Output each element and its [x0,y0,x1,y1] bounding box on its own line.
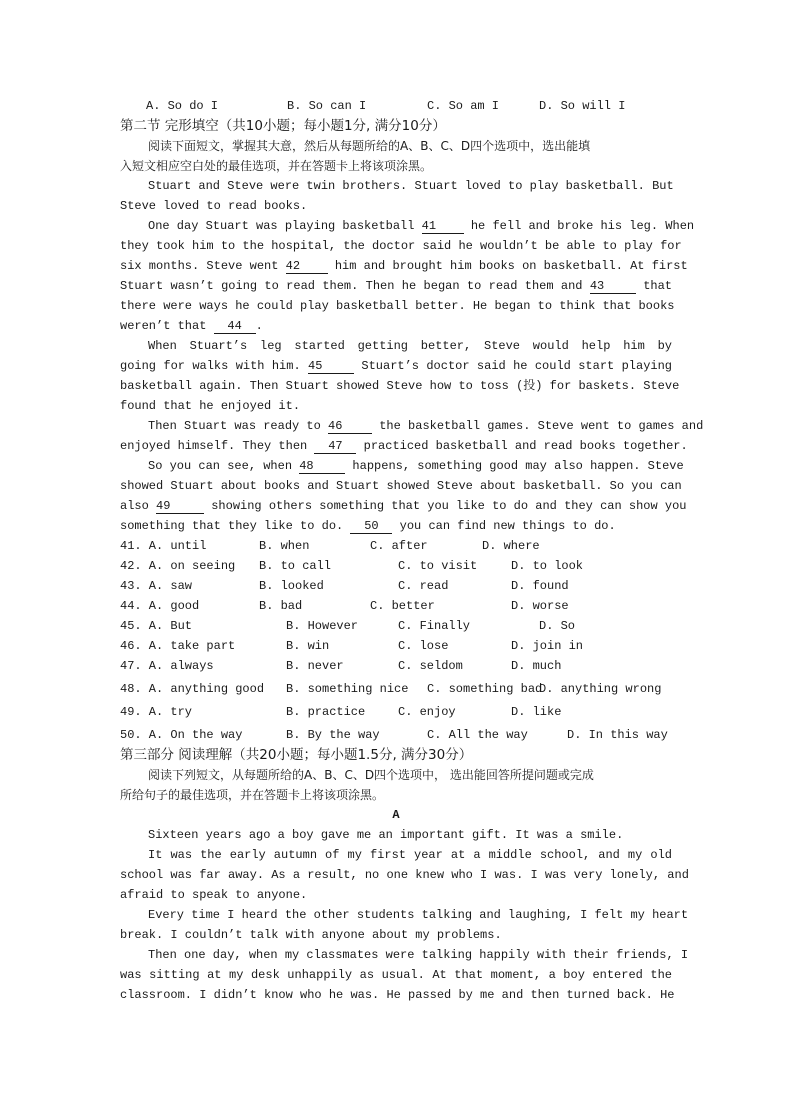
prev-question-options [146,96,672,116]
options-48: 48. A. anything good B. something nice C. something bad D. anything wrong [120,682,662,696]
cloze-p2-line6: weren’t that 44 . [120,319,263,333]
passage-line-8: was sitting at my desk unhappily as usual. At that moment, a boy entered the [120,968,672,982]
passage-line-4: afraid to speak to anyone. [120,888,308,902]
blank-43: 43 [590,279,636,294]
blank-42: 42 [286,259,328,274]
options-45: 45. A. But B. However C. Finally D. So [120,619,576,633]
passage-line-3: school was far away. As a result, no one knew who I was. I was very lonely, and [120,868,689,882]
options-47: 47. A. always B. never C. seldom D. much [120,659,562,673]
passage-line-9: classroom. I didn’t know who he was. He passed by me and then turned back. He [120,988,675,1002]
cloze-p2-line5: there were ways he could play basketball better. He began to think that books [120,299,675,313]
option-a: A. So do I [146,99,219,113]
blank-41: 41 [422,219,464,234]
cloze-p2-line1: One day Stuart was playing basketball 41 he fell and broke his leg. When [148,219,695,233]
cloze-p2-line3: six months. Steve went 42 him and brought him books on basketball. At first [120,259,688,273]
passage-label: A [392,808,400,822]
blank-50: 50 [350,519,392,534]
cloze-p5-line2: showed Stuart about books and Stuart showed Steve about basketball. So you can [120,479,682,493]
option-b: B. So can I [287,99,367,113]
section3-title: 第三部分 阅读理解（共20小题；每小题1.5分, 满分30分） [120,747,473,763]
blank-45: 45 [308,359,354,374]
cloze-p4-line1: Then Stuart was ready to 46 the basketball games. Steve went to games and [148,419,704,433]
options-50: 50. A. On the way B. By the way C. All the way D. In this way [120,728,668,742]
cloze-p3-line1: When Stuart’s leg started getting better, Steve would help him by [148,339,672,353]
passage-line-6: break. I couldn’t talk with anyone about my problems. [120,928,502,942]
cloze-p4-line2: enjoyed himself. They then 47 practiced basketball and read books together. [120,439,688,453]
section3-instruction-2: 所给句子的最佳选项，并在答题卡上将该项涂黑。 [120,788,385,802]
blank-48: 48 [299,459,345,474]
blank-44: 44 [214,319,256,334]
section3-instruction-1: 阅读下列短文，从每题所给的A、B、C、D四个选项中， 选出能回答所提问题或完成 [148,768,594,782]
section2-title: 第二节 完形填空（共10小题；每小题1分, 满分10分） [120,118,446,134]
cloze-p2-line2: they took him to the hospital, the doctor said he wouldn’t be able to play for [120,239,682,253]
blank-47: 47 [314,439,356,454]
cloze-p5-line3: also 49 showing others something that you like to do and they can show you [120,499,687,513]
cloze-options [120,536,672,745]
options-44: 44. A. good B. bad C. better D. worse [120,599,569,613]
blank-46: 46 [328,419,372,434]
passage-line-5: Every time I heard the other students talking and laughing, I felt my heart [148,908,689,922]
cloze-p3-line4: found that he enjoyed it. [120,399,301,413]
cloze-p1-line1: Stuart and Steve were twin brothers. Stuart loved to play basketball. But [148,179,674,193]
passage-line-7: Then one day, when my classmates were talking happily with their friends, I [148,948,689,962]
section2-instruction-1: 阅读下面短文，掌握其大意，然后从每题所给的A、B、C、D四个选项中，选出能填 [148,139,591,153]
option-d: D. So will I [539,99,626,113]
cloze-p1-line2: Steve loved to read books. [120,199,308,213]
options-42: 42. A. on seeing B. to call C. to visit D. to look [120,559,584,573]
passage-line-2: It was the early autumn of my first year at a middle school, and my old [148,848,672,862]
cloze-p3-line3: basketball again. Then Stuart showed Steve how to toss (投) for baskets. Steve [120,379,680,393]
options-43: 43. A. saw B. looked C. read D. found [120,579,569,593]
options-46: 46. A. take part B. win C. lose D. join in [120,639,584,653]
blank-49: 49 [156,499,204,514]
section2-instruction-2: 入短文相应空白处的最佳选项，并在答题卡上将该项涂黑。 [120,159,433,173]
exam-page [120,96,704,1005]
options-49: 49. A. try B. practice C. enjoy D. like [120,705,562,719]
cloze-p2-line4: Stuart wasn’t going to read them. Then he began to read them and 43 that [120,279,673,293]
cloze-p5-line4: something that they like to do. 50 you can find new things to do. [120,519,616,533]
passage-line-1: Sixteen years ago a boy gave me an important gift. It was a smile. [148,828,624,842]
option-c: C. So am I [427,99,500,113]
options-41: 41. A. until B. when C. after D. where [120,539,540,553]
cloze-p5-line1: So you can see, when 48 happens, something good may also happen. Steve [148,459,684,473]
cloze-p3-line2: going for walks with him. 45 Stuart’s doctor said he could start playing [120,359,672,373]
